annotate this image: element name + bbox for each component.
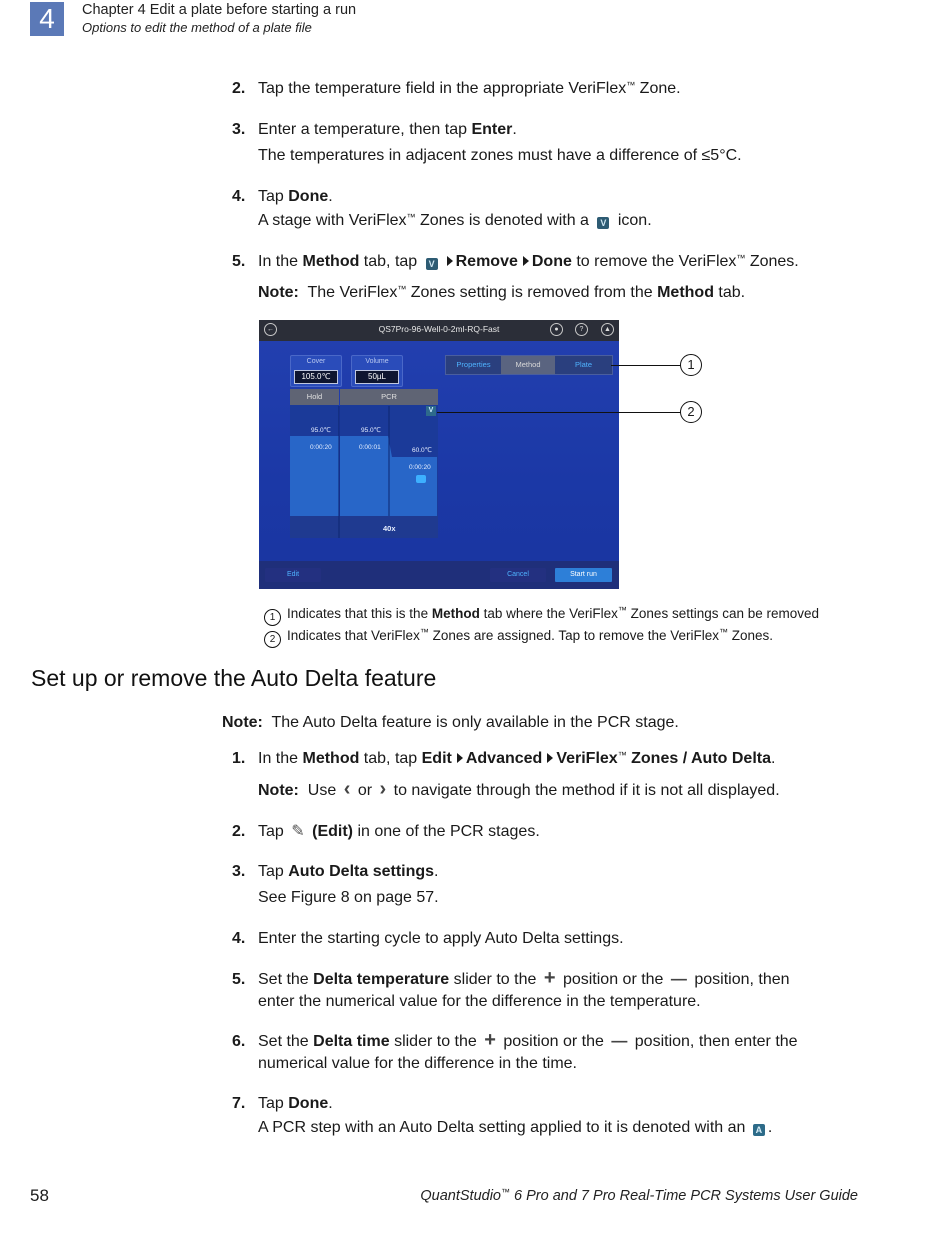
callout-1: 1	[680, 354, 702, 376]
chapter-heading	[82, 2, 356, 18]
note-1: Note: The VeriFlex™ Zones setting is removed from the Method tab.	[258, 284, 746, 301]
thermal-profile	[259, 320, 619, 589]
legend-number: 2	[264, 631, 281, 648]
callout-2: 2	[680, 401, 702, 423]
edit-button[interactable]: Edit	[265, 568, 321, 582]
auto-delta-step-6	[232, 1031, 852, 1075]
hold-time: 0:00:20	[310, 444, 332, 451]
veriflex-v-icon: V	[597, 217, 609, 229]
camera-icon[interactable]	[416, 475, 426, 483]
legend-number: 1	[264, 609, 281, 626]
auto-delta-a-icon: A	[753, 1124, 765, 1136]
pcr-stage-header: PCR	[340, 389, 438, 405]
auto-delta-step-3-detail: See Figure 8 on page 57.	[258, 889, 439, 906]
step-text: Tap Done.	[258, 1095, 333, 1112]
step-text: Enter the starting cycle to apply Auto Delta settings.	[258, 930, 624, 947]
pcr2-temp: 60.0℃	[412, 447, 432, 454]
pcr1-time: 0:00:01	[359, 444, 381, 451]
eject-icon[interactable]: ▲	[601, 323, 614, 336]
chapter-number: 4	[39, 3, 55, 34]
veriflex-badge[interactable]: V	[426, 406, 436, 416]
step-text: Tap the temperature field in the appropriate VeriFlex™ Zone.	[258, 80, 681, 97]
callout-2-line	[437, 412, 681, 413]
step-number: 4.	[232, 930, 246, 947]
step-text: In the Method tab, tap V Remove Done to remove the VeriFlex™ Zones.	[258, 253, 799, 270]
step-number: 1.	[232, 750, 246, 767]
hold-stage-header: Hold	[290, 389, 339, 405]
chapter-label: Chapter 4	[82, 2, 146, 18]
callout-1-line	[611, 365, 681, 366]
page-number: 58	[30, 1186, 49, 1205]
step-text: Set the Delta time slider to the + position or the — position, then enter the numerical value for the difference in the time.	[258, 1029, 798, 1072]
section-subtitle: Options to edit the method of a plate file	[82, 20, 312, 35]
step-number: 6.	[232, 1033, 246, 1050]
step-text: Enter a temperature, then tap Enter.	[258, 121, 517, 138]
screenshot-title: QS7Pro-96-Well-0-2ml-RQ-Fast	[378, 324, 500, 334]
cancel-button[interactable]: Cancel	[490, 568, 546, 582]
plus-icon: +	[543, 967, 556, 989]
step-number: 3.	[232, 121, 246, 138]
plus-icon: +	[484, 1029, 496, 1051]
pcr1-temp: 95.0℃	[361, 427, 381, 434]
legend-item-1: 1 Indicates that this is the Method tab where the VeriFlex™ Zones settings can be removed	[264, 605, 864, 626]
chapter-number-badge	[30, 2, 64, 36]
volume-value: 50µL	[355, 370, 399, 384]
minus-icon: —	[611, 1033, 628, 1050]
hold-temp: 95.0℃	[311, 427, 331, 434]
step-number: 4.	[232, 188, 246, 205]
step-text: Tap Done.	[258, 188, 333, 205]
step-number: 2.	[232, 80, 246, 97]
chapter-title: Edit a plate before starting a run	[149, 2, 357, 18]
note-2: Note: The Auto Delta feature is only available in the PCR stage.	[222, 714, 679, 731]
pencil-icon: ✎	[291, 823, 305, 840]
start-run-button[interactable]: Start run	[555, 568, 612, 582]
step-number: 5.	[232, 253, 246, 270]
tab-plate[interactable]: Plate	[574, 360, 593, 369]
legend-item-2: 2 Indicates that VeriFlex™ Zones are assigned. Tap to remove the VeriFlex™ Zones.	[264, 627, 864, 648]
menu-arrow-icon	[547, 753, 553, 763]
cover-label: Cover	[306, 358, 326, 365]
auto-delta-step-1-note: Note: Use ‹ or › to navigate through the method if it is not all displayed.	[258, 778, 780, 800]
mic-icon[interactable]: ●	[550, 323, 563, 336]
step-number: 2.	[232, 823, 246, 840]
menu-arrow-icon	[447, 256, 453, 266]
menu-arrow-icon	[457, 753, 463, 763]
tab-properties[interactable]: Properties	[456, 360, 491, 369]
section-heading: Set up or remove the Auto Delta feature	[31, 665, 437, 691]
step-number: 3.	[232, 863, 246, 880]
step-number: 5.	[232, 971, 246, 988]
minus-icon: —	[670, 971, 687, 988]
volume-label: Volume	[365, 358, 389, 365]
footer-title: QuantStudio™ 6 Pro and 7 Pro Real-Time PCR Systems User Guide	[420, 1187, 858, 1204]
veriflex-v-icon: V	[426, 258, 438, 270]
cycle-count: 40x	[383, 524, 396, 533]
help-icon[interactable]: ?	[575, 323, 588, 336]
auto-delta-step-5	[232, 969, 852, 1013]
left-chevron-icon: ‹	[343, 778, 351, 800]
step-3-detail: The temperatures in adjacent zones must have a difference of ≤5°C.	[258, 147, 742, 164]
step-text: Set the Delta temperature slider to the + position or the — position, then enter the numerical value for the difference in the temperature.	[258, 967, 790, 1010]
step-4-detail: A stage with VeriFlex™ Zones is denoted with a V icon.	[258, 212, 652, 229]
right-chevron-icon: ›	[379, 778, 387, 800]
step-text: In the Method tab, tap Edit Advanced VeriFlex™ Zones / Auto Delta.	[258, 750, 776, 767]
auto-delta-step-7-detail: A PCR step with an Auto Delta setting applied to it is denoted with an A .	[258, 1119, 773, 1136]
cover-value: 105.0℃	[294, 370, 338, 384]
step-text: Tap ✎ (Edit) in one of the PCR stages.	[258, 821, 858, 843]
instrument-screenshot	[259, 320, 619, 589]
step-number: 7.	[232, 1095, 246, 1112]
step-text: Tap Auto Delta settings.	[258, 863, 439, 880]
tab-method[interactable]: Method	[501, 356, 555, 374]
menu-arrow-icon	[523, 256, 529, 266]
back-icon[interactable]: ←	[264, 323, 277, 336]
pcr2-time: 0:00:20	[409, 464, 431, 471]
